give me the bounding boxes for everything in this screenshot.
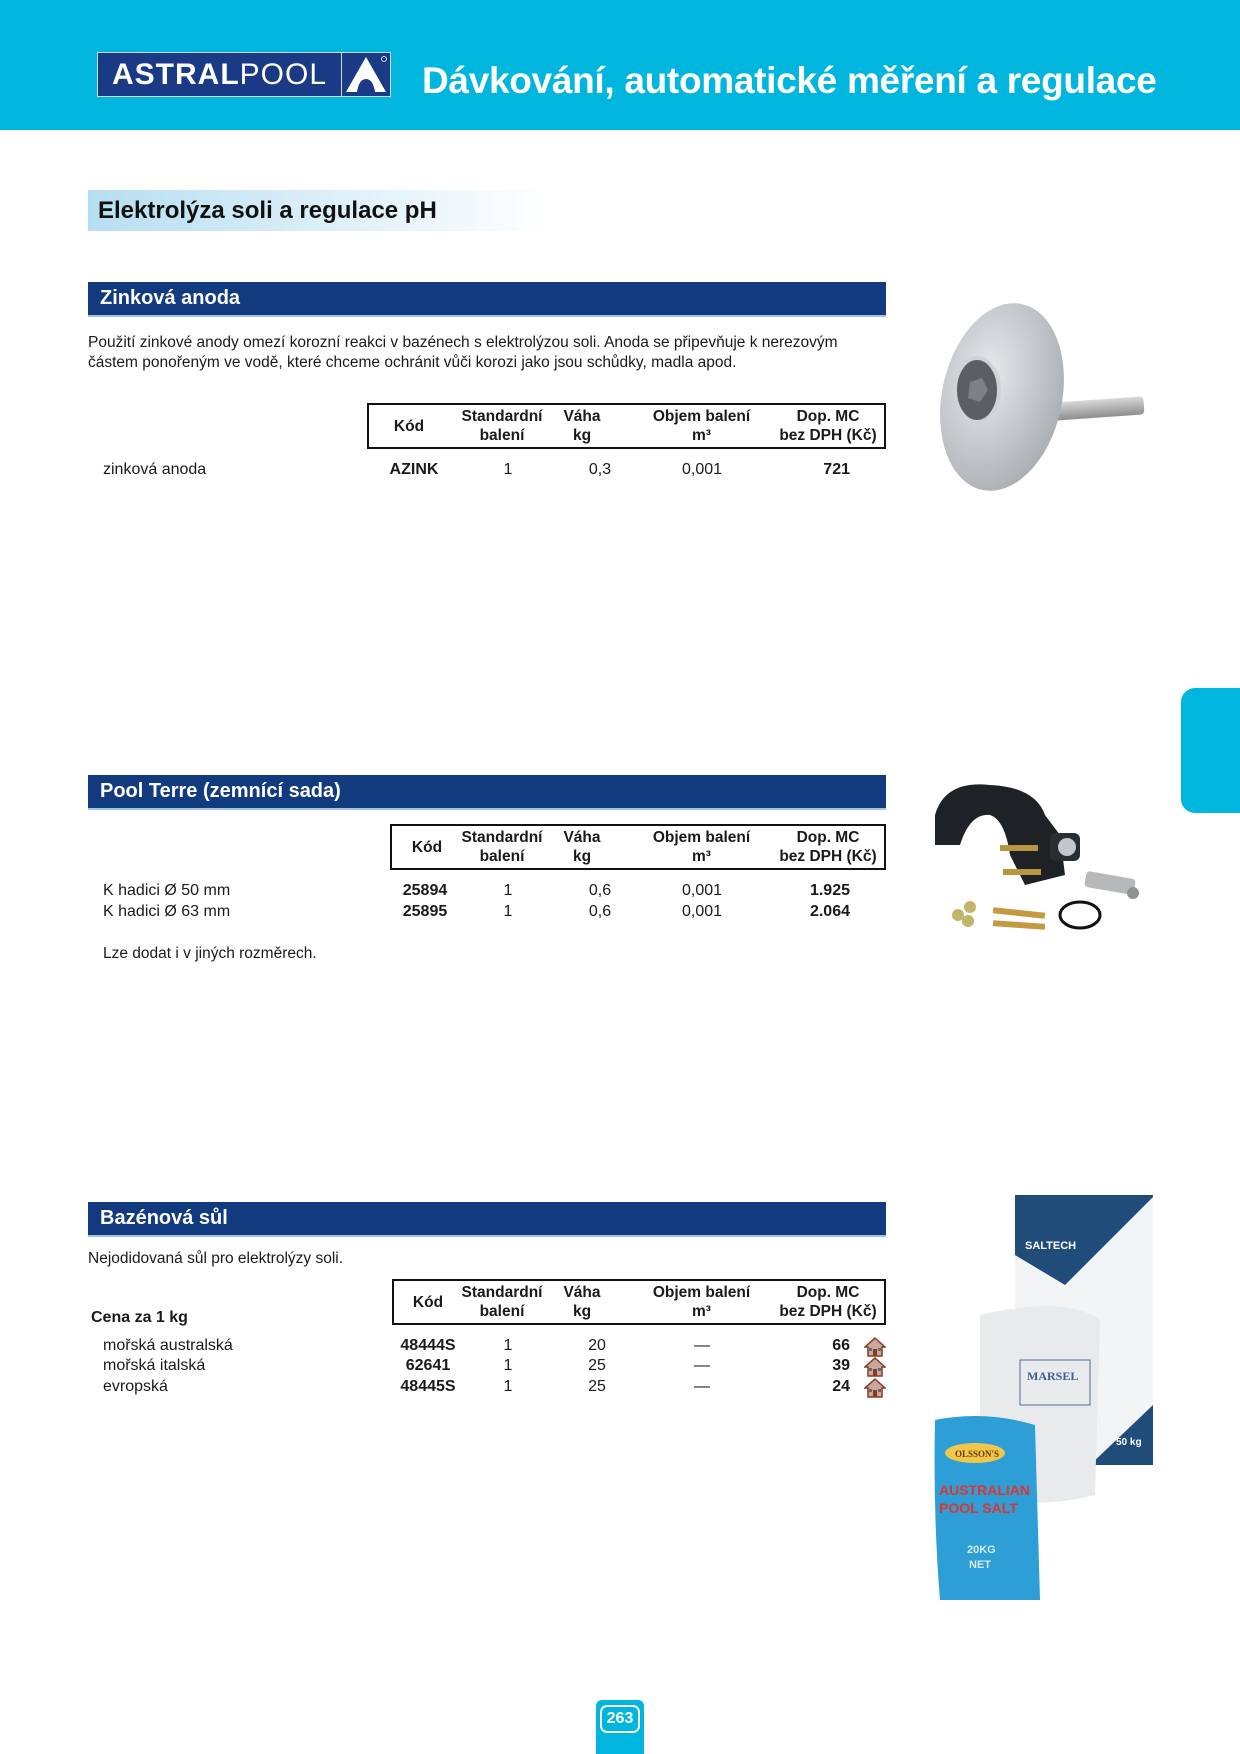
- row-code: 25895: [402, 903, 448, 920]
- table-row: [0, 1357, 900, 1379]
- bag-label: OLSSON'S: [955, 1449, 1000, 1459]
- col-header-volume: Objem balení m³: [652, 408, 751, 444]
- row-price: 721: [823, 461, 850, 478]
- description-line: Použití zinkové anody omezí korozní reakci v bazénech s elektrolýzou soli. Anoda se připevňuje k nerezovým: [88, 334, 838, 351]
- table-row: [0, 1378, 900, 1400]
- col-header-code: Kód: [411, 839, 443, 856]
- col-header-weight: Váha kg: [563, 829, 601, 865]
- grounding-kit-image: [915, 775, 1151, 933]
- row-weight: 0,6: [588, 903, 612, 920]
- col-header-pack: Standardní balení: [461, 1284, 543, 1320]
- row-price: 1.925: [809, 882, 850, 899]
- logo-wordmark: [98, 58, 342, 92]
- table-row: [0, 461, 900, 483]
- section-title: Pool Terre (zemnící sada): [100, 780, 341, 802]
- table-header: [390, 824, 886, 870]
- house-icon: [864, 1337, 886, 1357]
- table-row: [0, 882, 900, 904]
- row-code: AZINK: [389, 461, 439, 478]
- logo-text-bold: ASTRAL: [112, 57, 240, 91]
- section-note: Lze dodat i v jiných rozměrech.: [103, 945, 317, 962]
- row-name: evropská: [103, 1378, 168, 1395]
- astralpool-logo: [97, 52, 391, 97]
- row-code: 48444S: [400, 1337, 456, 1354]
- col-header-price: Dop. MC bez DPH (Kč): [779, 1284, 877, 1320]
- section-description: [88, 333, 838, 373]
- row-volume: 0,001: [681, 461, 723, 478]
- row-pack: 1: [503, 882, 513, 899]
- row-weight: 25: [588, 1378, 606, 1395]
- row-pack: 1: [503, 903, 513, 920]
- price-per-kg-label: Cena za 1 kg: [91, 1309, 188, 1326]
- col-header-price: Dop. MC bez DPH (Kč): [779, 829, 877, 865]
- bag-label: AUSTRALIAN: [939, 1482, 1030, 1498]
- col-header-weight: Váha kg: [563, 408, 601, 444]
- row-volume: —: [694, 1337, 710, 1354]
- page-number: 263: [600, 1705, 640, 1733]
- row-weight: 0,6: [588, 882, 612, 899]
- row-name: mořská australská: [103, 1337, 233, 1354]
- row-pack: 1: [503, 1378, 513, 1395]
- logo-triangle-icon: [341, 53, 390, 96]
- description-line: částem ponořeným ve vodě, které chceme ochránit vůči korozi jako jsou schůdky, madla apod.: [88, 354, 737, 371]
- bag-label: SALTECH: [1025, 1240, 1077, 1252]
- table-header: [392, 1279, 886, 1325]
- row-price: 2.064: [809, 903, 850, 920]
- row-name: zinková anoda: [103, 461, 207, 478]
- row-weight: 20: [588, 1337, 606, 1354]
- section-title: Bazénová sůl: [100, 1207, 228, 1229]
- col-header-price: Dop. MC bez DPH (Kč): [779, 408, 877, 444]
- col-header-code: Kód: [412, 1294, 444, 1311]
- col-header-code: Kód: [393, 418, 425, 435]
- table-row: [0, 1337, 900, 1359]
- house-icon: [864, 1357, 886, 1377]
- section-title: Zinková anoda: [100, 287, 241, 309]
- row-pack: 1: [503, 461, 513, 478]
- row-price: 24: [832, 1378, 850, 1395]
- table-header: [367, 403, 886, 449]
- bag-label: 50 kg: [1116, 1437, 1142, 1448]
- row-pack: 1: [503, 1337, 513, 1354]
- section-bar-pool-terre: [88, 775, 886, 810]
- row-weight: 25: [588, 1357, 606, 1374]
- page-title: Dávkování, automatické měření a regulace: [422, 60, 1157, 101]
- col-header-volume: Objem balení m³: [652, 829, 751, 865]
- row-name: K hadici Ø 63 mm: [103, 903, 231, 920]
- row-pack: 1: [503, 1357, 513, 1374]
- row-code: 62641: [405, 1357, 451, 1374]
- row-name: K hadici Ø 50 mm: [103, 882, 231, 899]
- section-bar-pool-salt: [88, 1202, 886, 1237]
- row-price: 66: [832, 1337, 850, 1354]
- row-price: 39: [832, 1357, 850, 1374]
- row-volume: 0,001: [681, 882, 723, 899]
- salt-bags-image: [915, 1195, 1160, 1605]
- bag-label: NET: [969, 1559, 991, 1571]
- section-description: Nejodidovaná sůl pro elektrolýzy soli.: [88, 1250, 344, 1267]
- row-code: 25894: [402, 882, 448, 899]
- section-bar-zinc-anode: [88, 282, 886, 317]
- page-number-badge: [596, 1700, 644, 1754]
- row-volume: —: [694, 1378, 710, 1395]
- bag-label: MARSEL: [1027, 1369, 1079, 1383]
- col-header-weight: Váha kg: [563, 1284, 601, 1320]
- category-heading-text: Elektrolýza soli a regulace pH: [98, 197, 437, 224]
- category-heading: [88, 190, 552, 231]
- table-row: [0, 903, 900, 925]
- row-weight: 0,3: [588, 461, 612, 478]
- zinc-anode-image: [922, 292, 1148, 498]
- row-volume: —: [694, 1357, 710, 1374]
- house-icon: [864, 1378, 886, 1398]
- logo-text-light: POOL: [239, 57, 328, 91]
- bag-label: POOL SALT: [939, 1500, 1018, 1516]
- row-name: mořská italská: [103, 1357, 206, 1374]
- chapter-tab[interactable]: [1181, 688, 1240, 813]
- row-code: 48445S: [400, 1378, 456, 1395]
- col-header-pack: Standardní balení: [461, 408, 543, 444]
- col-header-volume: Objem balení m³: [652, 1284, 751, 1320]
- row-volume: 0,001: [681, 903, 723, 920]
- bag-label: 20KG: [967, 1544, 996, 1556]
- col-header-pack: Standardní balení: [461, 829, 543, 865]
